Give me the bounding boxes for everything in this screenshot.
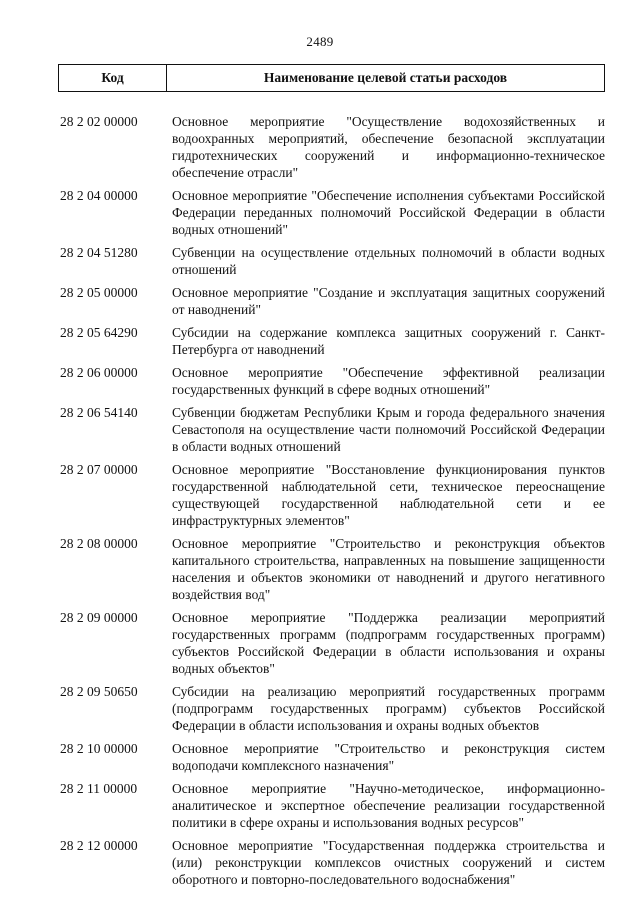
row-text: Субвенции бюджетам Республики Крым и города федерального значения Севастополя на осуществление части полномочий Российской Федерации в области водных отношений: [172, 405, 605, 454]
table-row: [60, 740, 605, 774]
row-code: 28 2 11 00000: [60, 781, 138, 796]
row-code: 28 2 04 00000: [60, 188, 138, 203]
table-row: [60, 324, 605, 358]
row-code: 28 2 07 00000: [60, 462, 138, 477]
row-text: Основное мероприятие "Обеспечение эффективной реализации государственных функций в сфере водных отношений": [172, 365, 605, 397]
row-code: 28 2 08 00000: [60, 536, 138, 551]
row-text: Основное мероприятие "Поддержка реализации мероприятий государственных программ (подпрограмм государственных программ) субъектов Российской Федерации в области использования и охраны водных объектов": [172, 610, 605, 676]
page-number: 2489: [306, 34, 334, 49]
table-row: [60, 535, 605, 603]
row-text: Основное мероприятие "Строительство и реконструкция систем водоподачи комплексного назначения": [172, 741, 605, 773]
table-row: [60, 683, 605, 734]
row-text: Субвенции на осуществление отдельных полномочий в области водных отношений: [172, 245, 605, 277]
table-row: [60, 113, 605, 181]
column-header-code: Код: [59, 65, 167, 91]
table-row: [60, 244, 605, 278]
table-row: [60, 609, 605, 677]
row-text: Основное мероприятие "Научно-методическое, информационно-аналитическое и экспертное обеспечение реализации государственной политики в сфере охраны и использования водных ресурсов": [172, 781, 605, 830]
row-code: 28 2 05 64290: [60, 325, 138, 340]
table-row: [60, 780, 605, 831]
row-code: 28 2 06 54140: [60, 405, 138, 420]
row-text: Основное мероприятие "Строительство и реконструкция объектов капитального строительства, направленных на повышение защищенности населения и объектов экономики от наводнений и другого негативного воздействия вод": [172, 536, 605, 602]
table-row: [60, 461, 605, 529]
row-code: 28 2 12 00000: [60, 838, 138, 853]
row-text: Основное мероприятие "Восстановление функционирования пунктов государственной наблюдательной сети, техническое переоснащение существующей государственной наблюдательной сети и ее инфраструктурных элементов": [172, 462, 605, 528]
row-text: Субсидии на реализацию мероприятий государственных программ (подпрограмм государственных программ) субъектов Российской Федерации в области использования и охраны водных объектов: [172, 684, 605, 733]
row-text: Основное мероприятие "Создание и эксплуатация защитных сооружений от наводнений": [172, 285, 605, 317]
row-code: 28 2 02 00000: [60, 114, 138, 129]
row-code: 28 2 09 00000: [60, 610, 138, 625]
row-text: Основное мероприятие "Осуществление водохозяйственных и водоохранных мероприятий, обеспечение безопасной эксплуатации гидротехнических сооружений и информационно-техническое обеспечение отрасли": [172, 114, 605, 180]
row-code: 28 2 04 51280: [60, 245, 138, 260]
table-header: [58, 64, 605, 92]
row-text: Субсидии на содержание комплекса защитных сооружений г. Санкт-Петербурга от наводнений: [172, 325, 605, 357]
row-text: Основное мероприятие "Государственная поддержка строительства и (или) реконструкции комплексов очистных сооружений и систем оборотного и повторно-последовательного водоснабжения": [172, 838, 605, 887]
table-row: [60, 404, 605, 455]
column-header-name: Наименование целевой статьи расходов: [263, 70, 508, 85]
table-row: [60, 187, 605, 238]
table-row: [60, 364, 605, 398]
row-code: 28 2 06 00000: [60, 365, 138, 380]
table-row: [60, 837, 605, 888]
row-code: 28 2 05 00000: [60, 285, 138, 300]
table-body: [60, 113, 605, 894]
row-code: 28 2 09 50650: [60, 684, 138, 699]
row-code: 28 2 10 00000: [60, 741, 138, 756]
table-row: [60, 284, 605, 318]
row-text: Основное мероприятие "Обеспечение исполнения субъектами Российской Федерации переданных полномочий Российской Федерации в области водных отношений": [172, 188, 605, 237]
